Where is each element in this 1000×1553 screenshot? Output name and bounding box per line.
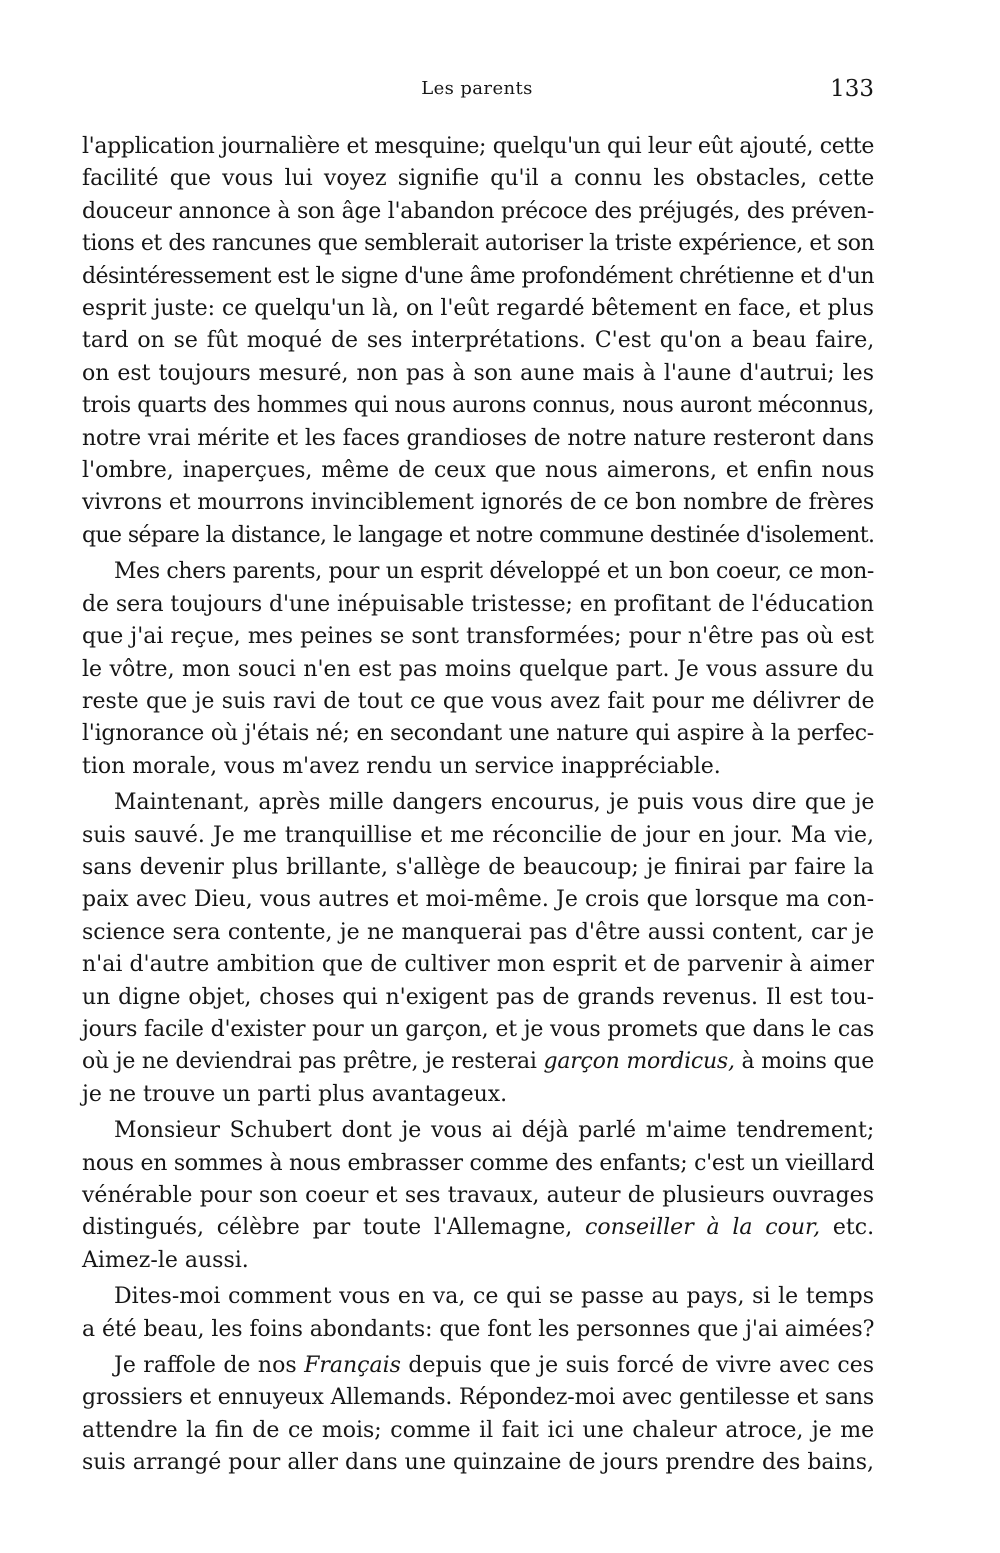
text-line: [82, 1447, 874, 1479]
text-line: [82, 423, 874, 455]
text-line: [82, 1314, 874, 1346]
text-run: je ne trouve un parti plus avantageux.: [82, 1081, 508, 1107]
text-line: [82, 1245, 874, 1277]
text-run: on est toujours mesuré, non pas à son aune mais à l'aune d'autrui; les: [82, 360, 874, 386]
text-line: [82, 1212, 874, 1244]
text-line: [82, 654, 874, 686]
text-run: où je ne deviendrai pas prêtre, je resterai: [82, 1049, 544, 1075]
text-line: [82, 163, 874, 195]
text-line: [82, 325, 874, 357]
text-run: Je raffole de nos: [114, 1353, 305, 1379]
text-line: [82, 718, 874, 750]
running-head: [82, 76, 872, 106]
text-run: tard on se fût moqué de ses interprétations. C'est qu'on a beau faire,: [82, 328, 875, 354]
text-line: [82, 1079, 874, 1111]
text-line: [82, 358, 874, 390]
text-line: [82, 1014, 874, 1046]
italic-run: Français: [304, 1353, 401, 1379]
text-line: [82, 1350, 874, 1382]
text-run: trois quarts des hommes qui nous aurons connus, nous auront méconnus,: [82, 393, 874, 419]
text-run: un digne objet, choses qui n'exigent pas de grands revenus. Il est tou-: [82, 984, 875, 1010]
text-line: [82, 787, 874, 819]
text-line: [82, 949, 874, 981]
text-run: jours facile d'exister pour un garçon, et je vous promets que dans le cas: [82, 1016, 875, 1042]
text-line: [82, 589, 874, 621]
text-line: [82, 487, 874, 519]
text-run: paix avec Dieu, vous autres et moi-même. Je crois que lorsque ma con-: [82, 887, 874, 913]
text-line: [82, 1148, 874, 1180]
text-run: l'ignorance où j'étais né; en secondant une nature qui aspire à la perfec-: [82, 721, 874, 747]
text-line: [82, 1415, 874, 1447]
text-run: désintéressement est le signe d'une âme profondément chrétienne et d'un: [82, 263, 874, 289]
text-line: [82, 852, 874, 884]
text-line: [82, 556, 874, 588]
text-run: tions et des rancunes que semblerait autoriser la triste expérience, et son: [82, 231, 875, 257]
running-title: Les parents: [421, 78, 533, 99]
text-run: nous en sommes à nous embrasser comme des enfants; c'est un vieillard: [82, 1150, 875, 1176]
text-line: [82, 1281, 874, 1313]
text-run: Maintenant, après mille dangers encourus, je puis vous dire que je: [114, 790, 875, 816]
italic-run: conseiller à la cour,: [585, 1215, 821, 1241]
text-run: que sépare la distance, le langage et notre commune destinée d'isolement.: [82, 522, 875, 548]
text-run: l'ombre, inaperçues, même de ceux que nous aimerons, et enfin nous: [82, 458, 875, 484]
text-run: à moins que: [734, 1049, 875, 1075]
text-run: attendre la fin de ce mois; comme il fait ici une chaleur atroce, je me: [82, 1417, 875, 1443]
text-run: vénérable pour son coeur et ses travaux, auteur de plusieurs ouvrages: [82, 1183, 874, 1208]
text-run: grossiers et ennuyeux Allemands. Répondez-moi avec gentilesse et sans: [82, 1385, 874, 1411]
text-run: l'application journalière et mesquine; quelqu'un qui leur eût ajouté, cette: [82, 134, 874, 159]
text-run: douceur annonce à son âge l'abandon précoce des préjugés, des préven-: [82, 198, 874, 224]
page-number: 133: [830, 76, 874, 102]
text-line: [82, 228, 874, 260]
text-run: le vôtre, mon souci n'en est pas moins quelque part. Je vous assure du: [82, 656, 874, 682]
text-run: facilité que vous lui voyez signifie qu'il a connu les obstacles, cette: [82, 166, 875, 192]
text-run: etc.: [820, 1215, 875, 1241]
text-run: reste que je suis ravi de tout ce que vous avez fait pour me délivrer de: [82, 688, 875, 714]
text-line: [82, 261, 874, 293]
text-run: tion morale, vous m'avez rendu un service inappréciable.: [82, 753, 721, 779]
body-text: [82, 131, 874, 1480]
text-run: sans devenir plus brillante, s'allège de beaucoup; je finirai par faire la: [82, 854, 874, 880]
text-run: depuis que je suis forcé de vivre avec ces: [400, 1353, 874, 1379]
text-run: science sera contente, je ne manquerai pas d'être aussi content, car je: [82, 919, 875, 945]
text-line: [82, 1115, 874, 1147]
text-run: Dites-moi comment vous en va, ce qui se passe au pays, si le temps: [114, 1284, 874, 1310]
text-line: [82, 820, 874, 852]
text-line: [82, 1046, 874, 1078]
text-run: Monsieur Schubert dont je vous ai déjà parlé m'aime tendrement;: [114, 1118, 875, 1144]
text-line: [82, 455, 874, 487]
text-run: esprit juste: ce quelqu'un là, on l'eût regardé bêtement en face, et plus: [82, 296, 874, 322]
text-run: vivrons et mourrons invinciblement ignorés de ce bon nombre de frères: [82, 490, 874, 516]
text-line: [82, 390, 874, 422]
text-line: [82, 917, 874, 949]
text-line: [82, 1382, 874, 1414]
text-run: Aimez-le aussi.: [82, 1247, 249, 1273]
text-run: Mes chers parents, pour un esprit développé et un bon coeur, ce mon-: [114, 559, 874, 585]
text-line: [82, 982, 874, 1014]
text-line: [82, 751, 874, 783]
text-line: [82, 293, 874, 325]
italic-run: garçon mordicus,: [543, 1049, 735, 1075]
text-line: [82, 884, 874, 916]
text-run: que j'ai reçue, mes peines se sont transformées; pour n'être pas où est: [82, 624, 875, 650]
text-run: suis arrangé pour aller dans une quinzaine de jours prendre des bains,: [82, 1450, 875, 1476]
text-run: distingués, célèbre par toute l'Allemagne,: [82, 1215, 586, 1241]
text-run: n'ai d'autre ambition que de cultiver mon esprit et de parvenir à aimer: [82, 952, 874, 978]
text-line: [82, 520, 874, 552]
text-run: a été beau, les foins abondants: que font les personnes que j'ai aimées?: [82, 1316, 875, 1342]
text-line: [82, 131, 874, 163]
text-line: [82, 196, 874, 228]
text-run: de sera toujours d'une inépuisable tristesse; en profitant de l'éducation: [82, 591, 874, 617]
text-run: suis sauvé. Je me tranquillise et me réconcilie de jour en jour. Ma vie,: [82, 822, 874, 848]
text-line: [82, 1180, 874, 1212]
text-line: [82, 686, 874, 718]
text-line: [82, 621, 874, 653]
text-run: notre vrai mérite et les faces grandioses de notre nature resteront dans: [82, 425, 874, 451]
